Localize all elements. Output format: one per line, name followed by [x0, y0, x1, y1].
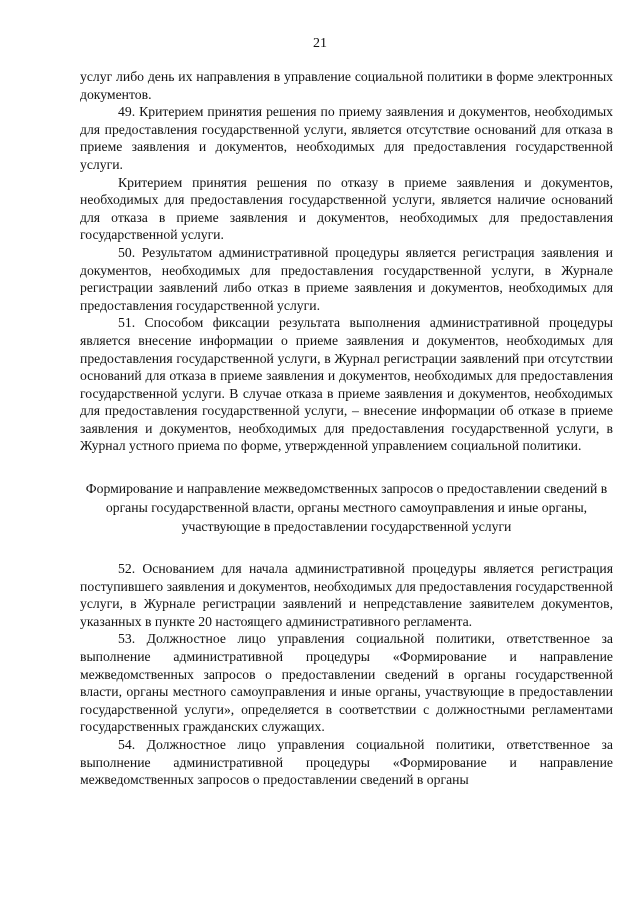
section-heading: Формирование и направление межведомственных запросов о предоставлении сведений в органы государственной власти, органы местного самоуправления и иные органы, участвующие в предоставлении государственной услуги: [85, 481, 608, 535]
paragraph-53: 53. Должностное лицо управления социальной политики, ответственное за выполнение административной процедуры «Формирование и направление межведомственных запросов о предоставлении сведений в органы государственной власти, органы местного самоуправления и иные органы, участвующие в предоставлении государственной услуги», определяется в соответствии с должностными регламентами государственных гражданских служащих.: [80, 631, 613, 735]
paragraph-continuation: услуг либо день их направления в управление социальной политики в форме электронных документов.: [80, 69, 613, 102]
paragraph-52: 52. Основанием для начала административной процедуры является регистрация поступившего заявления и документов, необходимых для предоставления государственной услуги, в Журнале регистрации заявлений и непредставление заявителем документов, указанных в пункте 20 настоящего административного регламента.: [80, 561, 613, 629]
page-number: 21: [313, 36, 327, 51]
paragraph-50: 50. Результатом административной процедуры является регистрация заявления и документов, необходимых для предоставления государственной услуги, в Журнале регистрации заявлений либо отказ в приеме заявления и документов, необходимых для предоставления государственной услуги.: [80, 244, 613, 313]
paragraph-54: 54. Должностное лицо управления социальной политики, ответственное за выполнение административной процедуры «Формирование и направление межведомственных запросов о предоставлении сведений в органы: [80, 737, 613, 788]
document-body: [80, 68, 613, 789]
paragraph-51: 51. Способом фиксации результата выполнения административной процедуры является внесение информации о приеме заявления и документов, необходимых для предоставления государственной услуги, в Журнал регистрации заявлений при отсутствии оснований для отказа в приеме заявления и документов, необходимых для предоставления государственной услуги. В случае отказа в приеме заявления и документов, необходимых для предоставления государственной услуги, – внесение информации об отказе в приеме заявления и документов, необходимых для предоставления государственной услуги, в Журнал устного приема по форме, утвержденной управлением социальной политики.: [80, 315, 613, 454]
paragraph-49: 49. Критерием принятия решения по приему заявления и документов, необходимых для предоставления государственной услуги, является отсутствие оснований для отказа в приеме заявления и документов, необходимых для предоставления государственной услуги.: [80, 104, 613, 172]
paragraph-49-refusal-criterion: Критерием принятия решения по отказу в приеме заявления и документов, необходимых для предоставления государственной услуги, является наличие оснований для отказа в приеме заявления и документов, необходимых для предоставления государственной услуги.: [80, 174, 613, 243]
